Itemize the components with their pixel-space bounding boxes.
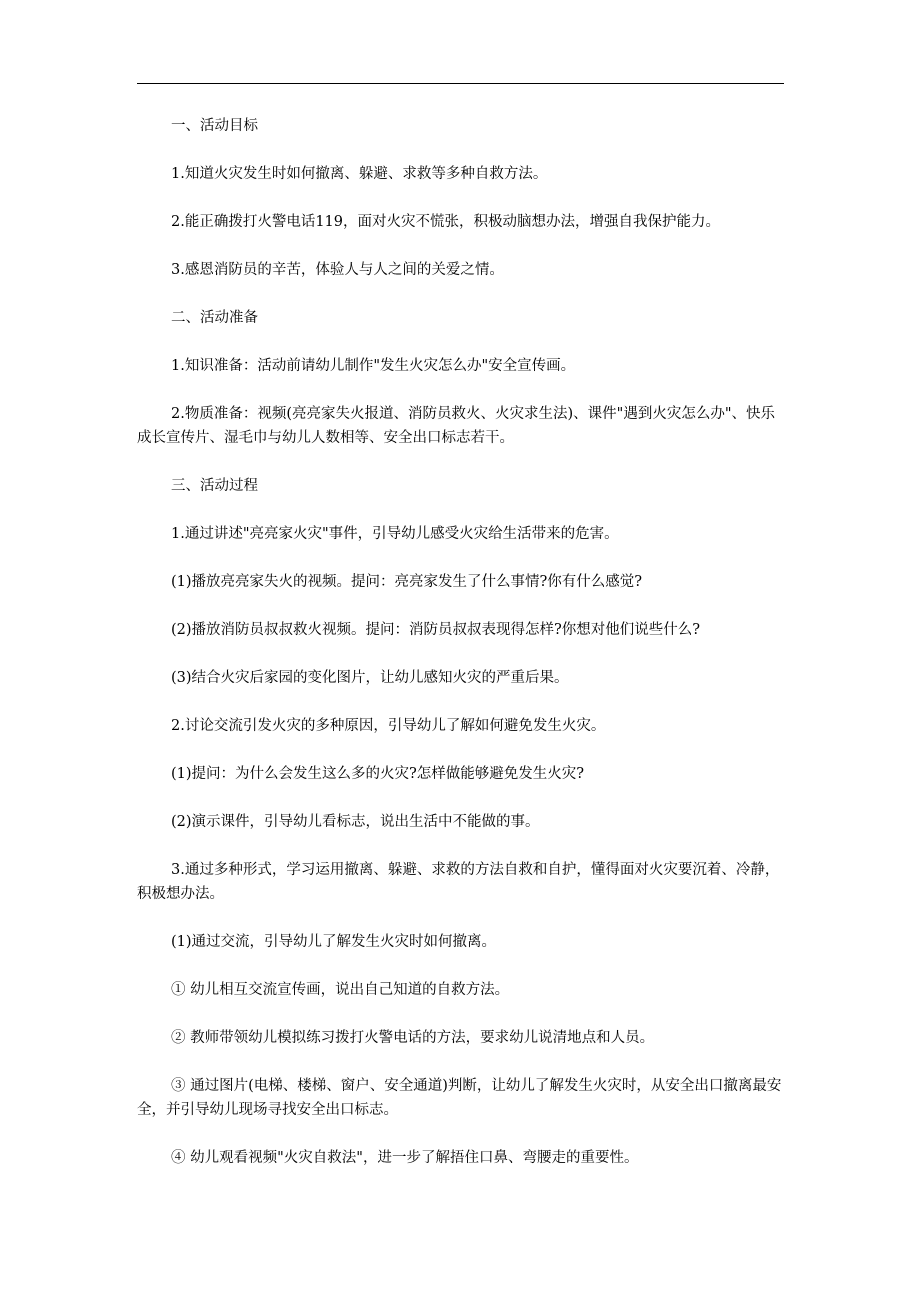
process-substep-3-1: (1)通过交流，引导幼儿了解发生火灾时如何撤离。 bbox=[171, 934, 497, 950]
paragraph-gap bbox=[137, 954, 784, 978]
paragraph-gap bbox=[137, 138, 784, 162]
preparation-item-2: 2.物质准备：视频(亮亮家失火报道、消防员救火、火灾求生法)、课件"遇到火灾怎么办"、快乐成长宣传片、湿毛巾与幼儿人数相等、安全出口标志若干。 bbox=[137, 406, 775, 446]
process-step-2: 2.讨论交流引发火灾的多种原因，引导幼儿了解如何避免发生火灾。 bbox=[171, 718, 606, 734]
preparation-item-1: 1.知识准备：活动前请幼儿制作"发生火灾怎么办"安全宣传画。 bbox=[171, 358, 576, 374]
section-heading-process: 三、活动过程 bbox=[171, 478, 258, 494]
goal-item-2: 2.能正确拨打火警电话119，面对火灾不慌张，积极动脑想办法，增强自我保护能力。 bbox=[171, 214, 721, 230]
process-substep-2-2: (2)演示课件，引导幼儿看标志，说出生活中不能做的事。 bbox=[171, 814, 540, 830]
process-point-4: ④ 幼儿观看视频"火灾自救法"，进一步了解捂住口鼻、弯腰走的重要性。 bbox=[171, 1150, 639, 1166]
paragraph-gap bbox=[137, 282, 784, 306]
paragraph-gap bbox=[137, 834, 784, 858]
paragraph-gap bbox=[137, 690, 784, 714]
paragraph-gap bbox=[137, 738, 784, 762]
paragraph-gap bbox=[137, 1002, 784, 1026]
process-point-1: ① 幼儿相互交流宣传画，说出自己知道的自救方法。 bbox=[171, 982, 510, 998]
process-substep-2-1: (1)提问：为什么会发生这么多的火灾?怎样做能够避免发生火灾? bbox=[171, 766, 585, 782]
document-body bbox=[137, 114, 784, 1170]
paragraph-gap bbox=[137, 234, 784, 258]
paragraph-gap bbox=[137, 450, 784, 474]
process-substep-1-3: (3)结合火灾后家园的变化图片，让幼儿感知火灾的严重后果。 bbox=[171, 670, 569, 686]
section-heading-goals: 一、活动目标 bbox=[171, 118, 258, 134]
paragraph-gap bbox=[137, 1122, 784, 1146]
process-step-1: 1.通过讲述"亮亮家火灾"事件，引导幼儿感受火灾给生活带来的危害。 bbox=[171, 526, 619, 542]
process-substep-1-2: (2)播放消防员叔叔救火视频。提问：消防员叔叔表现得怎样?你想对他们说些什么? bbox=[171, 622, 701, 638]
header-rule bbox=[137, 83, 784, 84]
paragraph-gap bbox=[137, 378, 784, 402]
paragraph-gap bbox=[137, 330, 784, 354]
paragraph-gap bbox=[137, 498, 784, 522]
process-step-3: 3.通过多种形式，学习运用撤离、躲避、求救的方法自救和自护，懂得面对火灾要沉着、冷静，积极想办法。 bbox=[137, 862, 780, 902]
paragraph-gap bbox=[137, 1050, 784, 1074]
goal-item-1: 1.知道火灾发生时如何撤离、躲避、求救等多种自救方法。 bbox=[171, 166, 548, 182]
goal-item-3: 3.感恩消防员的辛苦，体验人与人之间的关爱之情。 bbox=[171, 262, 504, 278]
process-point-3: ③ 通过图片(电梯、楼梯、窗户、安全通道)判断，让幼儿了解发生火灾时，从安全出口撤离最安全，并引导幼儿现场寻找安全出口标志。 bbox=[137, 1078, 782, 1118]
paragraph-gap bbox=[137, 642, 784, 666]
paragraph-gap bbox=[137, 186, 784, 210]
paragraph-gap bbox=[137, 906, 784, 930]
paragraph-gap bbox=[137, 786, 784, 810]
paragraph-gap bbox=[137, 594, 784, 618]
process-point-2: ② 教师带领幼儿模拟练习拨打火警电话的方法，要求幼儿说清地点和人员。 bbox=[171, 1030, 655, 1046]
section-heading-preparation: 二、活动准备 bbox=[171, 310, 258, 326]
paragraph-gap bbox=[137, 546, 784, 570]
process-substep-1-1: (1)播放亮亮家失火的视频。提问：亮亮家发生了什么事情?你有什么感觉? bbox=[171, 574, 643, 590]
